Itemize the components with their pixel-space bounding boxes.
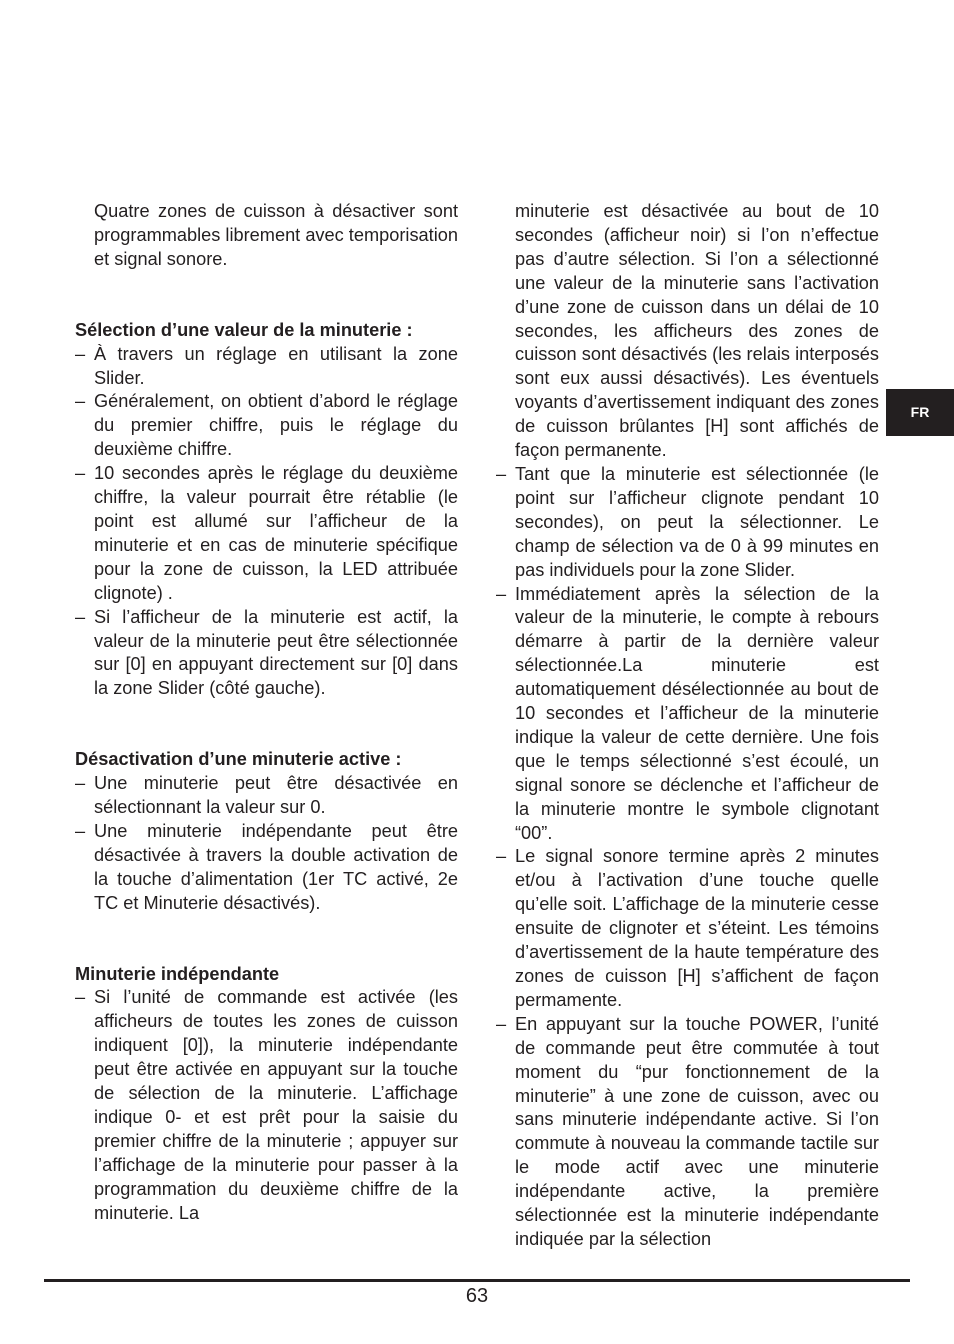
list-item: – Si l’afficheur de la minuterie est actif, la valeur de la minuterie peut être sélectionnée sur [0] en appuyant directement sur [0] dans la zone Slider (côté gauche). — [75, 606, 458, 702]
section-timer-deactivation — [75, 748, 458, 915]
page-number: 63 — [465, 1285, 489, 1307]
list-item: – Si l’unité de commande est activée (les afficheurs de toutes les zones de cuisson indiquent [0]), la minuterie indépendante peut être activée en appuyant sur la touche de sélection de la minuterie. L’affichage indique 0- et est prêt pour la saisie du premier chiffre de la minuterie ; appuyer sur l’affichage de la minuterie pour passer à la programmation du deuxième chiffre de la minuterie. La — [75, 986, 458, 1225]
bullet-list — [75, 986, 458, 1225]
list-item: – Le signal sonore termine après 2 minutes et/ou à l’activation d’une touche quelle qu’elle soit. L’affichage de la minuterie cesse ensuite de clignoter et s’éteint. Les témoins d’avertissement de la haute température des zones de cuisson [H] s’affichent de façon permamente. — [496, 845, 879, 1012]
language-tab — [886, 389, 954, 436]
bullet-list — [496, 463, 879, 1252]
left-column — [75, 200, 458, 1226]
continuation-paragraph: minuterie est désactivée au bout de 10 secondes (afficheur noir) si l’on n’effectue pas d’autre sélection. Si l’on a sélectionné une valeur de la minuterie sans l’activation d’une zone de cuisson dans un délai de 10 secondes, les afficheurs des zones de cuisson sont désactivés (les relais interposés sont eux aussi désactivés). Les éventuels voyants d’avertissement indiquant des zones de cuisson brûlantes [H] sont affichés de façon permanente. — [515, 201, 879, 461]
list-item: – En appuyant sur la touche POWER, l’unité de commande peut être commutée à tout moment du “pur fonctionnement de la minuterie” à une zone de cuisson, avec ou sans minuterie indépendante active. Si l’on commute à nouveau la commande tactile sur le mode actif avec une minuterie indépendante active, la première sélectionnée est la minuterie indépendante indiquée par la sélection — [496, 1013, 879, 1252]
list-item: – Une minuterie indépendante peut être désactivée à travers la double activation de la touche d’alimentation (1er TC activé, 2e TC et Minuterie désactivés). — [75, 820, 458, 916]
list-item: – À travers un réglage en utilisant la zone Slider. — [75, 343, 458, 391]
list-item: – Immédiatement après la sélection de la valeur de la minuterie, le compte à rebours démarre à partir de la dernière valeur sélectionnée.La minuterie est automatiquement désélectionnée au bout de 10 secondes et l’afficheur de la minuterie indique la valeur de cette dernière. Une fois que le temps sélectionné s’est écoulé, un signal sonore se déclenche et l’afficheur de la minuterie montre le symbole clignotant “00”. — [496, 583, 879, 846]
section-timer-selection — [75, 319, 458, 702]
bullet-list — [75, 343, 458, 702]
list-item: – Généralement, on obtient d’abord le réglage du premier chiffre, puis le réglage du deuxième chiffre. — [75, 390, 458, 462]
intro-paragraph: Quatre zones de cuisson à désactiver sont programmables librement avec temporisation et signal sonore. — [94, 201, 458, 269]
section-heading: Désactivation d’une minuterie active : — [75, 749, 402, 770]
footer-rule — [44, 1279, 910, 1282]
section-independent-timer — [75, 963, 458, 1226]
list-item: – Une minuterie peut être désactivée en sélectionnant la valeur sur 0. — [75, 772, 458, 820]
list-item: – 10 secondes après le réglage du deuxième chiffre, la valeur pourrait être rétablie (le point est allumé sur l’afficheur de la minuterie et en cas de minuterie spécifique pour la zone de cuisson, la LED attribuée clignote) . — [75, 462, 458, 605]
right-column — [496, 200, 879, 1252]
section-heading: Sélection d’une valeur de la minuterie : — [75, 319, 413, 340]
language-tab-label: FR — [910, 403, 930, 420]
section-heading: Minuterie indépendante — [75, 963, 280, 984]
bullet-list — [75, 772, 458, 915]
list-item: – Tant que la minuterie est sélectionnée (le point sur l’afficheur clignote pendant 10 secondes), on peut la sélectionner. Le champ de sélection va de 0 à 99 minutes en pas individuels pour la zone Slider. — [496, 463, 879, 583]
